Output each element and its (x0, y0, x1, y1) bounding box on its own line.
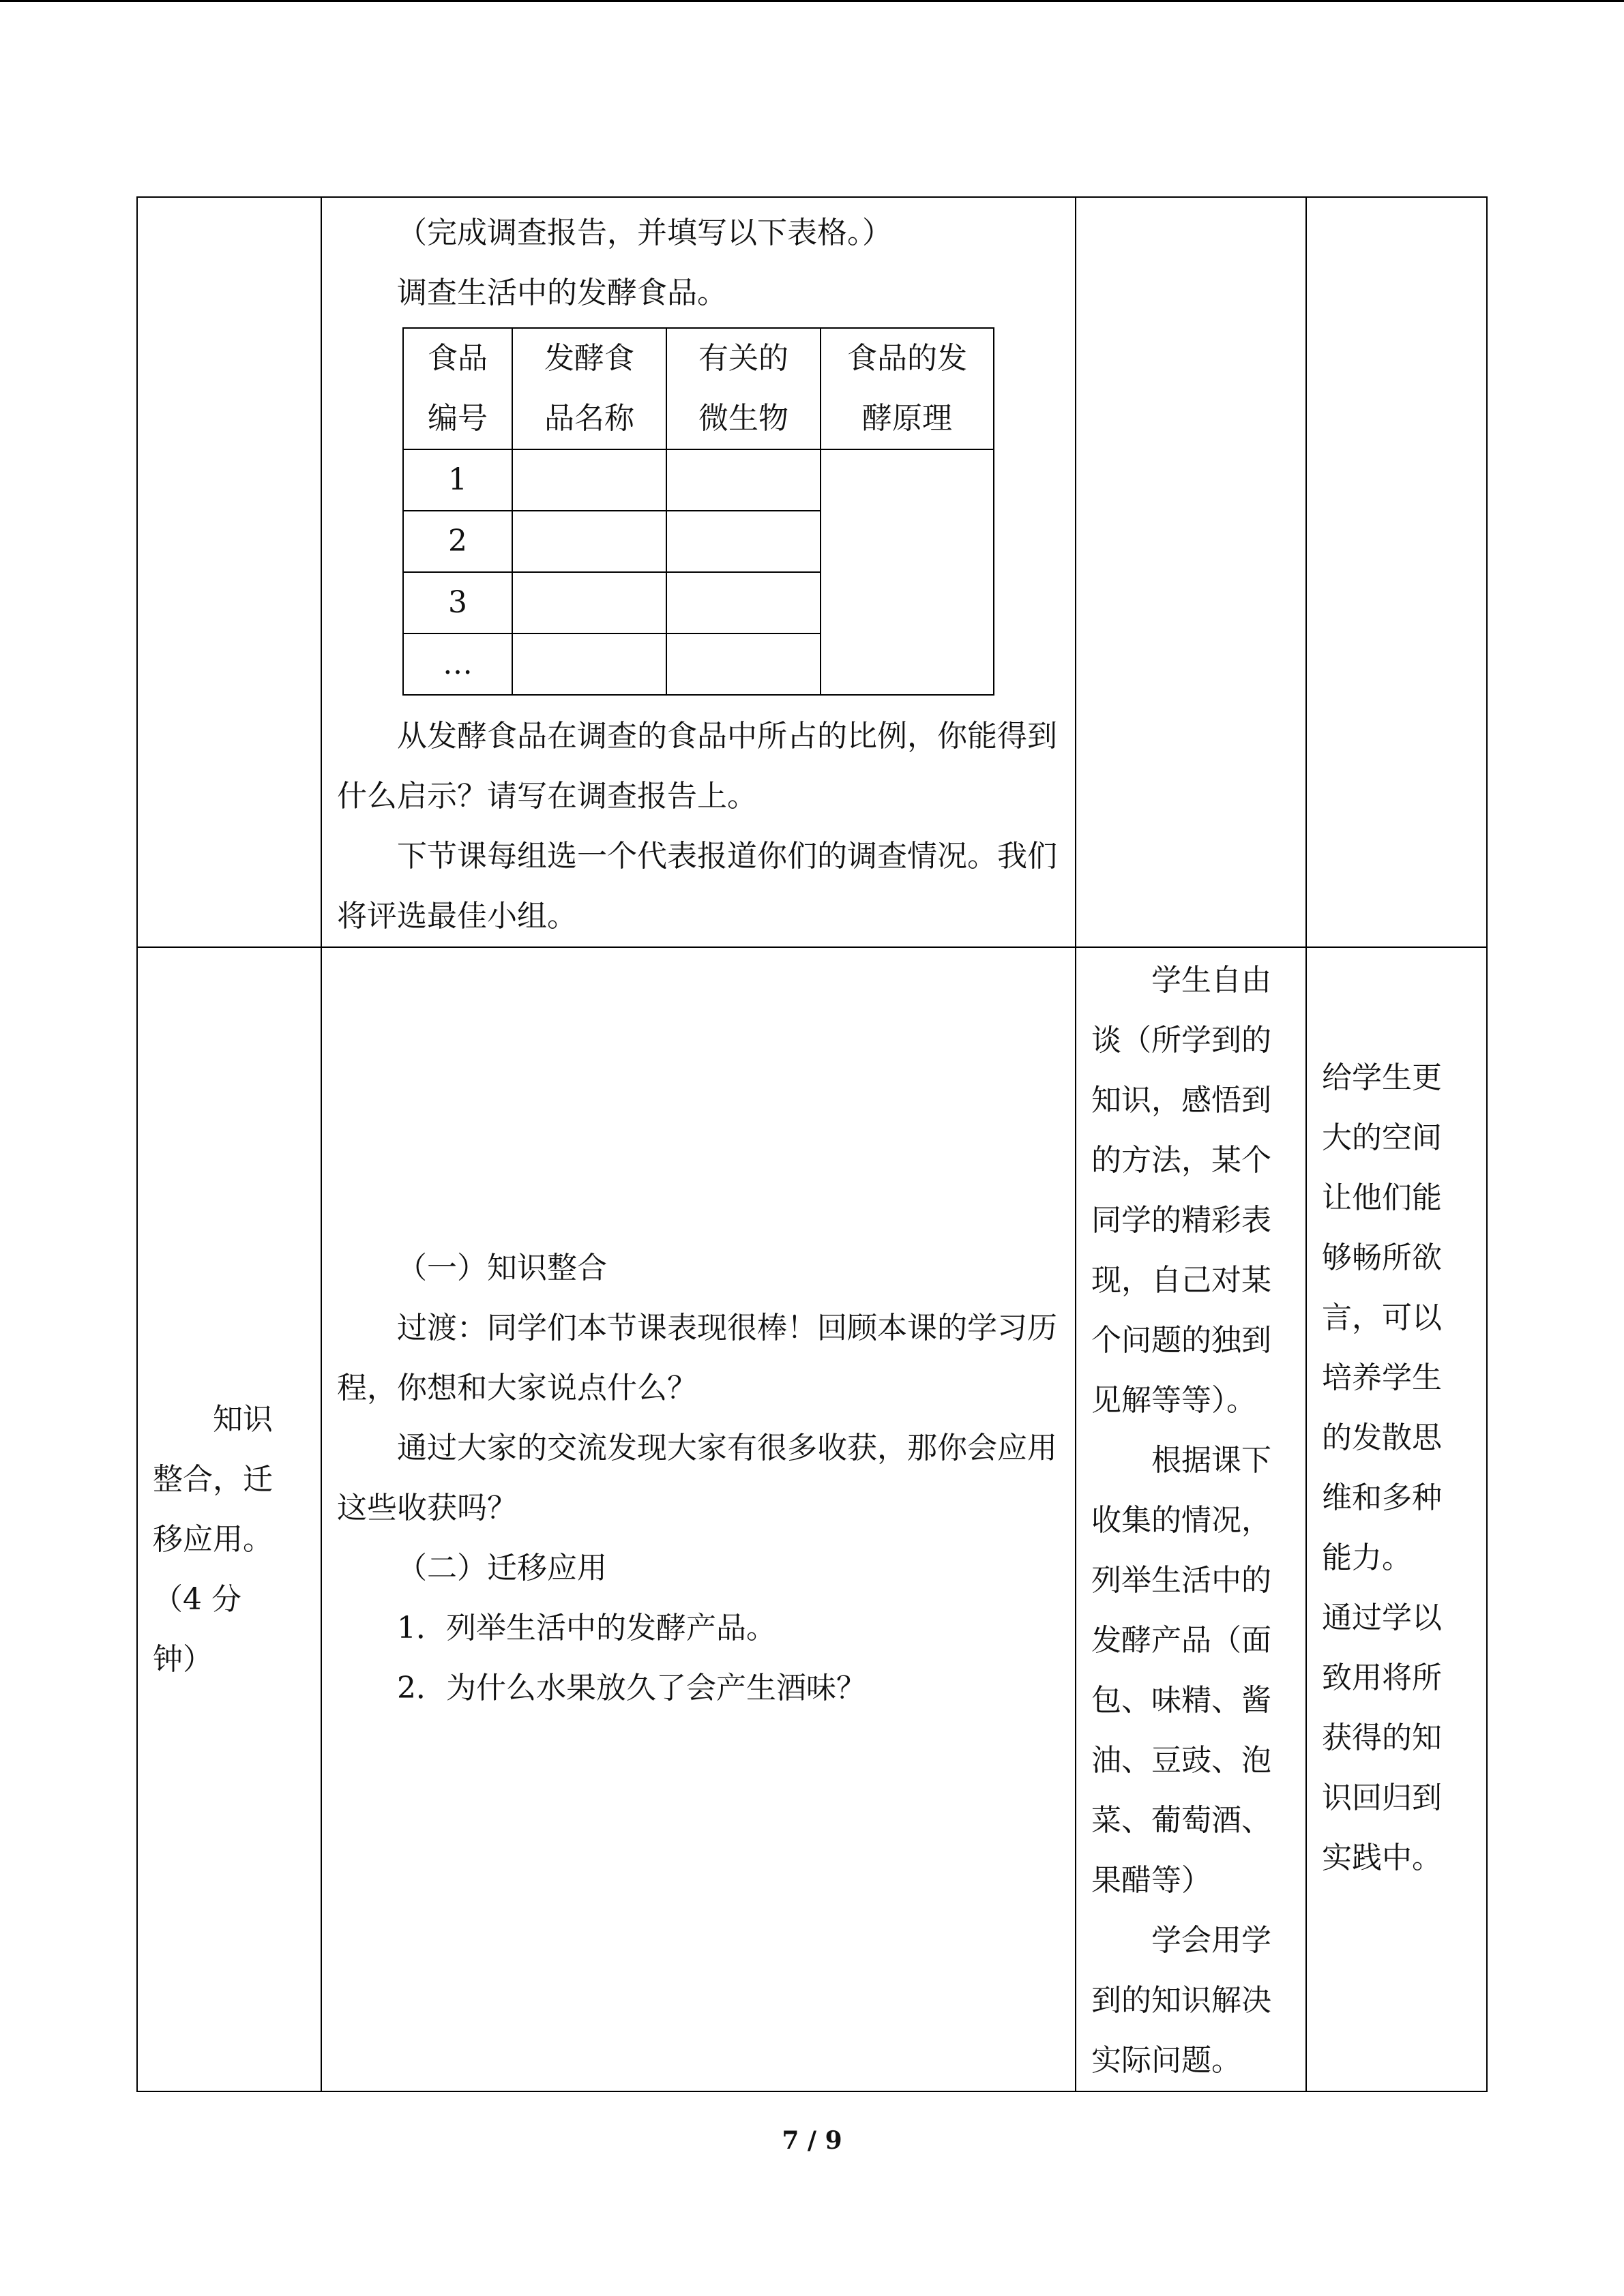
survey-table (402, 327, 994, 696)
row-number: 2 (403, 511, 512, 572)
student-line: 到的知识解决 (1091, 1983, 1271, 2018)
stage-line: 钟） (153, 1642, 213, 1677)
blank-cell (512, 572, 666, 633)
follow-paragraph: 通过大家的交流发现大家有很多收获，那你会应用这些收获吗？ (337, 1431, 1057, 1525)
intro-line: （完成调查报告，并填写以下表格。） (397, 215, 892, 250)
student-activity-cell (1076, 947, 1306, 2091)
blank-cell (666, 633, 821, 695)
student-line: 同学的精彩表 (1091, 1203, 1271, 1238)
student-line: 根据课下 (1151, 1443, 1271, 1478)
stage-line: 知识 (213, 1402, 273, 1437)
row-number: 1 (403, 449, 512, 511)
table-row (403, 449, 994, 511)
intent-line: 实践中。 (1322, 1840, 1442, 1875)
student-line: 的方法，某个 (1091, 1143, 1271, 1178)
section-title: （二）迁移应用 (397, 1551, 607, 1585)
intent-line: 大的空间 (1322, 1120, 1442, 1155)
intent-line: 的发散思 (1322, 1420, 1442, 1455)
student-activity-cell-empty (1076, 197, 1306, 947)
principle-merged-cell (821, 449, 994, 695)
student-line: 果醋等） (1091, 1863, 1211, 1898)
lesson-table (136, 196, 1488, 2092)
top-rule (0, 0, 1624, 2)
student-line: 学生自由 (1151, 963, 1271, 998)
student-line: 油、豆豉、泡 (1091, 1743, 1271, 1778)
blank-cell (666, 572, 821, 633)
stage-line: 整合，迁 (153, 1462, 273, 1497)
lesson-row-integration (137, 947, 1487, 2091)
student-line: 现，自己对某 (1091, 1263, 1271, 1298)
teacher-activity-cell (321, 947, 1076, 2091)
stage-line: 移应用。 (153, 1522, 273, 1557)
student-line: 谈（所学到的 (1091, 1023, 1271, 1058)
intent-line: 能力。 (1322, 1540, 1412, 1575)
intent-line: 言，可以 (1322, 1300, 1442, 1335)
intent-line: 维和多种 (1322, 1480, 1442, 1515)
student-line: 收集的情况， (1091, 1503, 1271, 1538)
survey-header-row (403, 328, 994, 449)
blank-cell (512, 511, 666, 572)
student-line: 个问题的独到 (1091, 1323, 1271, 1358)
blank-cell (666, 449, 821, 511)
intent-cell-empty (1306, 197, 1487, 947)
intent-line: 让他们能 (1322, 1180, 1442, 1215)
header-food-id: 食品 编号 (403, 328, 512, 449)
student-line: 见解等等）。 (1091, 1383, 1256, 1418)
blank-cell (512, 449, 666, 511)
list-item: 1．列举生活中的发酵产品。 (397, 1611, 776, 1645)
row-number: 3 (403, 572, 512, 633)
intro-line: 调查生活中的发酵食品。 (397, 275, 727, 310)
stage-cell (137, 947, 321, 2091)
student-line: 菜、葡萄酒、 (1091, 1803, 1271, 1838)
student-line: 列举生活中的 (1091, 1563, 1271, 1598)
header-food-name: 发酵食 品名称 (512, 328, 666, 449)
student-line: 包、味精、酱 (1091, 1683, 1271, 1718)
student-line: 学会用学 (1151, 1923, 1271, 1958)
header-principle: 食品的发 酵原理 (821, 328, 994, 449)
header-microbe: 有关的 微生物 (666, 328, 821, 449)
transition-paragraph: 过渡：同学们本节课表现很棒！回顾本课的学习历程，你想和大家说点什么？ (337, 1311, 1057, 1405)
intent-line: 培养学生 (1322, 1360, 1442, 1395)
intent-line: 给学生更 (1322, 1060, 1442, 1095)
inspiration-paragraph: 从发酵食品在调查的食品中所占的比例，你能得到什么启示？请写在调查报告上。 (337, 719, 1057, 814)
intent-line: 获得的知 (1322, 1720, 1442, 1755)
intent-line: 致用将所 (1322, 1660, 1442, 1695)
student-line: 发酵产品（面 (1091, 1623, 1271, 1658)
lesson-row-survey (137, 197, 1487, 947)
student-line: 实际问题。 (1091, 2043, 1241, 2078)
blank-cell (512, 633, 666, 695)
intent-line: 够畅所欲 (1322, 1240, 1442, 1275)
blank-cell (666, 511, 821, 572)
stage-line: （4 分 (153, 1582, 241, 1617)
page-number: 7 / 9 (782, 2126, 842, 2155)
section-title: （一）知识整合 (397, 1251, 607, 1285)
list-item: 2．为什么水果放久了会产生酒味？ (397, 1671, 866, 1705)
report-paragraph: 下节课每组选一个代表报道你们的调查情况。我们将评选最佳小组。 (337, 839, 1057, 934)
teacher-activity-cell (321, 197, 1076, 947)
stage-cell-empty (137, 197, 321, 947)
intent-line: 识回归到 (1322, 1780, 1442, 1815)
intent-line: 通过学以 (1322, 1600, 1442, 1635)
row-number: … (403, 633, 512, 695)
intent-cell (1306, 947, 1487, 2091)
student-line: 知识，感悟到 (1091, 1083, 1271, 1118)
